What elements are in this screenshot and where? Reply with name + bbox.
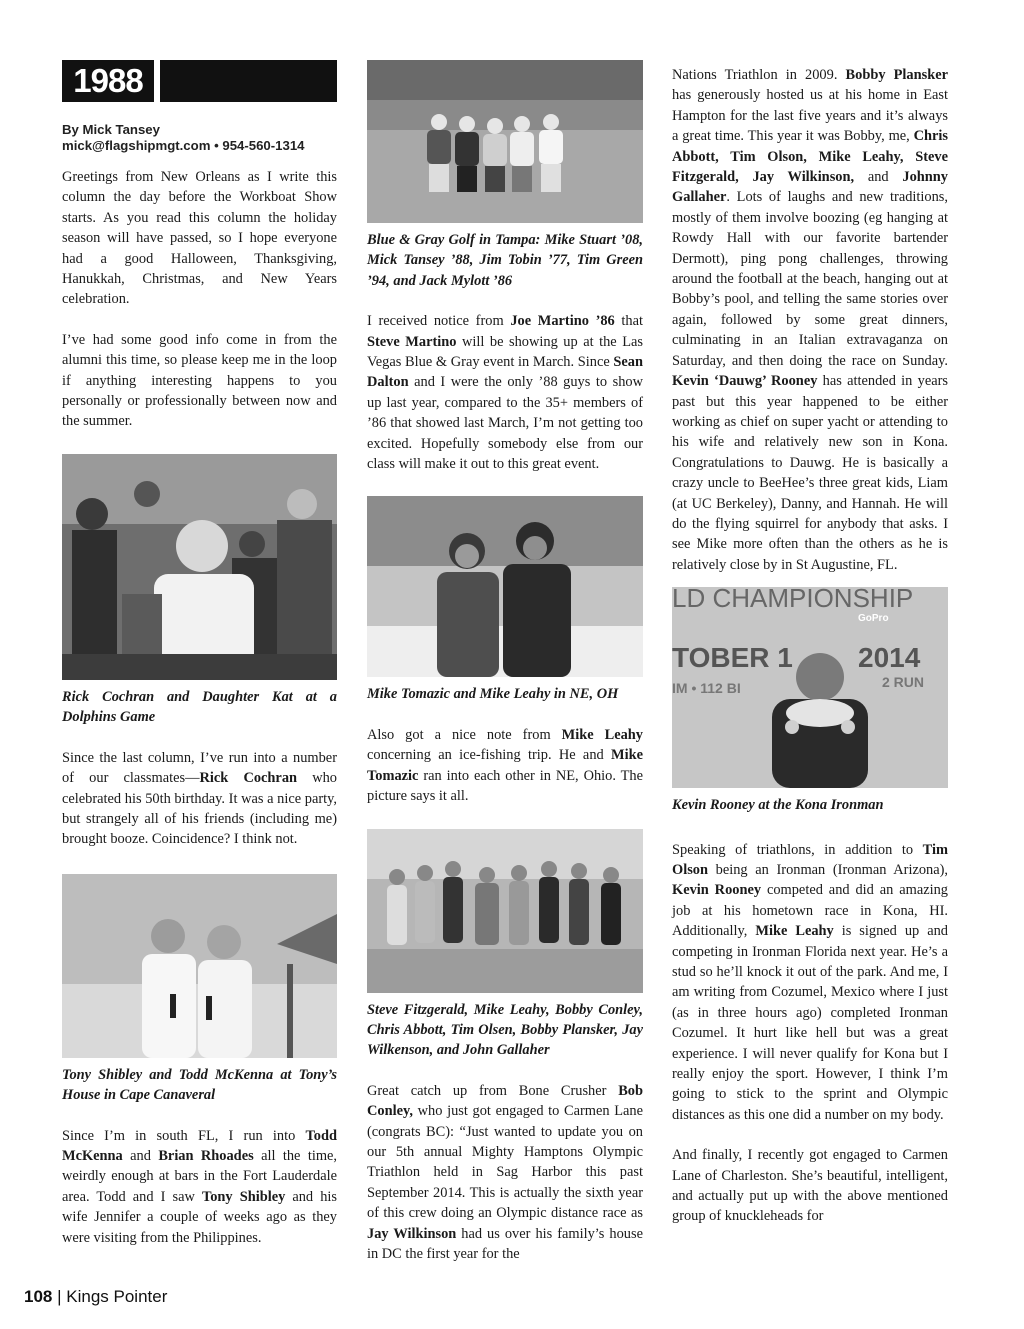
- footer-separator: |: [57, 1287, 62, 1306]
- paragraph: Greetings from New Orleans as I write this column the day before the Workboat Show starts. As you read this column the holiday season will have passed, so I hope everyone had a good Halloween, Thanksgiving, Hanukkah, Christmas, and New Years celebration.: [62, 169, 337, 308]
- author-line: By Mick Tansey: [62, 122, 160, 137]
- photo-triathlon-crew: [367, 829, 643, 993]
- photo-caption: Kevin Rooney at the Kona Ironman: [672, 797, 884, 814]
- byline: [62, 122, 337, 154]
- column-3: [672, 65, 948, 1227]
- contact-line: mick@flagshipmgt.com • 954-560-1314: [62, 138, 305, 153]
- paragraph: Nations Triathlon in 2009. Bobby Plansker has generously hosted us at his home in East Hampton for the last five years and it’s always a great time. This year it was Bobby, me, Chris Abbott, Tim Olson, Mike Leahy, Steve Fitzgerald, Jay Wilkinson, and Johnny Gallaher. Lots of laughs and new traditions, mostly of them involve boozing (eg hanging at Rowdy Hall with our favorite bartender Dermott), ping pong challenges, throwing around the football at the beach, hanging out at Bobby’s pool, and telling the same stories over again, followed by some great dinners, culminating in an Italian extravaganza on Saturday, and then doing the race on Sunday. Kevin ‘Dauwg’ Rooney has attended in years past but this year happened to be either working as chief on super yacht or attending to his wife and relatively new son in Kona. Congratulations to Dauwg. He is basically a crazy uncle to BeeHee’s three great kids, Liam (at UC Berkeley), Danny, and Hannah. He will do the flying squirrel for anybody that asks. I see Mike more often than the others as he is relatively close by in St Augustine, FL.: [672, 67, 948, 573]
- section-header: [62, 60, 337, 102]
- photo-caption: Blue & Gray Golf in Tampa: Mike Stuart ’08, Mick Tansey ’88, Jim Tobin ’77, Tim Green ’94, and Jack Mylott ’86: [367, 232, 643, 289]
- class-year-label: 1988: [62, 60, 154, 102]
- paragraph: And finally, I recently got engaged to Carmen Lane of Charleston. She’s beautiful, intelligent, and actually put up with the above mentioned group of knuckleheads for: [672, 1147, 948, 1225]
- header-bar: [160, 60, 337, 102]
- page-number: 108: [24, 1287, 53, 1306]
- page-footer: [24, 1287, 167, 1307]
- banner-text: LD CHAMPIONSHIP: [672, 587, 914, 614]
- paragraph: Since the last column, I’ve run into a number of our classmates—Rick Cochran who celebrated his 50th birthday. It was a nice party, but strangely all of his friends (including me) brought booze. Coincidence? I think not.: [62, 749, 338, 848]
- paragraph: I’ve had some good info come in from the alumni this time, so please keep me in the loop if anything interesting happens to you personally or professionally between now and the summer.: [62, 331, 337, 430]
- photo-tomazic-leahy: [367, 496, 643, 677]
- paragraph: Great catch up from Bone Crusher Bob Conley, who just got engaged to Carmen Lane (congrats BC): “Just wanted to update you on our 5th annual Mighty Hamptons Olympic Triathlon held in Sag Harbor this past September 2014. This is actually the sixth year of this crew doing an Olympic distance race as Jay Wilkinson had us over his family’s house in DC the first year for the: [367, 1082, 643, 1262]
- photo-caption: Tony Shibley and Todd McKenna at Tony’s House in Cape Canaveral: [62, 1066, 337, 1104]
- photo-caption: Mike Tomazic and Mike Leahy in NE, OH: [367, 686, 619, 703]
- banner-text: TOBER 1: [672, 642, 793, 674]
- banner-text: 2 RUN: [882, 674, 925, 691]
- column-1: [62, 60, 337, 1248]
- banner-text: IM • 112 BI: [672, 680, 741, 697]
- banner-text: 2014: [858, 642, 921, 674]
- photo-blue-gray-golf: [367, 60, 643, 223]
- paragraph: Speaking of triathlons, in addition to Tim Olson being an Ironman (Ironman Arizona), Kevin Rooney competed and did an amazing job at his hometown race in Kona, HI. Additionally, Mike Leahy is signed up and competing in Ironman Florida next year. He’s a stud so he’ll knock it out of the park. And me, I am writing from Cozumel, Mexico where I just (as in three hours ago) completed Ironman Cozumel. It hurt like hell but was a great experience. I will never qualify for Kona but I really enjoy the sport. However, I think I’m going to stick to the sprint and Olympic distances as this one did a number on my body.: [672, 841, 949, 1123]
- photo-rick-cochran: [62, 454, 337, 680]
- publication-name: Kings Pointer: [66, 1287, 168, 1306]
- paragraph: Also got a nice note from Mike Leahy concerning an ice-fishing trip. He and Mike Tomazic ran into each other in NE, Ohio. The picture says it all.: [367, 726, 644, 805]
- banner-logo-text: GoPro: [858, 613, 889, 625]
- photo-shibley-mckenna: [62, 874, 337, 1058]
- paragraph: Since I’m in south FL, I run into Todd McKenna and Brian Rhoades all the time, weirdly enough at bars in the Fort Lauderdale area. Todd and I saw Tony Shibley and his wife Jennifer a couple of weeks ago as they were visiting from the Philippines.: [62, 1127, 337, 1246]
- photo-caption: Steve Fitzgerald, Mike Leahy, Bobby Conley, Chris Abbott, Tim Olsen, Bobby Plansker, Jay Wilkenson, and John Gallaher: [367, 1001, 643, 1059]
- photo-kevin-rooney-kona: [672, 587, 948, 788]
- photo-caption: Rick Cochran and Daughter Kat at a Dolphins Game: [62, 688, 337, 726]
- column-2: [367, 60, 643, 1264]
- paragraph: I received notice from Joe Martino ’86 that Steve Martino will be showing up at the Las Vegas Blue & Gray event in March. Since Sean Dalton and I were the only ’88 guys to show up last year, compared to the 35+ members of ’86 that showed last March, I’m not getting too excited. Hopefully somebody else from our class will make it out to this great event.: [367, 313, 643, 473]
